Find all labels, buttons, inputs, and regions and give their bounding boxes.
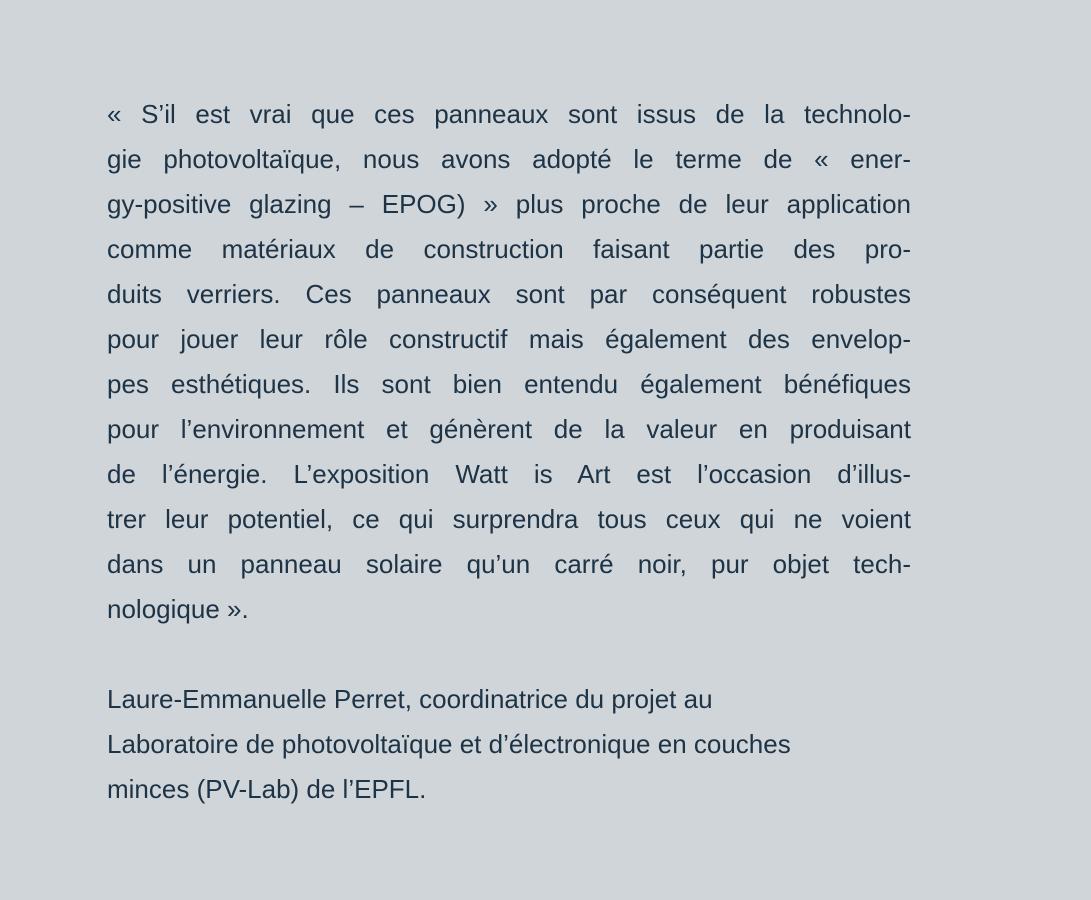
attribution-line: minces (PV-Lab) de l’EPFL. xyxy=(107,774,427,804)
attribution-line: Laure-Emmanuelle Perret, coordinatrice du projet au xyxy=(107,684,713,714)
quote-line-last: nologique ». xyxy=(107,594,249,624)
quote-line: duits verriers. Ces panneaux sont par conséquent robustes xyxy=(107,279,911,309)
quote-line: gy-positive glazing – EPOG) » plus proche de leur application xyxy=(107,189,911,219)
quote-line: trer leur potentiel, ce qui surprendra tous ceux qui ne voient xyxy=(107,504,911,534)
quote-line: dans un panneau solaire qu’un carré noir, pur objet tech- xyxy=(107,549,911,579)
quote-line: pour l’environnement et génèrent de la valeur en produisant xyxy=(107,414,911,444)
attribution-line: Laboratoire de photovoltaïque et d’électronique en couches xyxy=(107,729,791,759)
document-page xyxy=(107,92,911,812)
quote-line: « S’il est vrai que ces panneaux sont issus de la technolo- xyxy=(107,99,911,129)
quote-line: comme matériaux de construction faisant partie des pro- xyxy=(107,234,911,264)
quote-line: pes esthétiques. Ils sont bien entendu également bénéfiques xyxy=(107,369,911,399)
attribution-paragraph xyxy=(107,677,911,812)
quote-line: pour jouer leur rôle constructif mais également des envelop- xyxy=(107,324,911,354)
quote-line: de l’énergie. L’exposition Watt is Art est l’occasion d’illus- xyxy=(107,459,911,489)
quote-paragraph xyxy=(107,92,911,632)
quote-line: gie photovoltaïque, nous avons adopté le terme de « ener- xyxy=(107,144,911,174)
